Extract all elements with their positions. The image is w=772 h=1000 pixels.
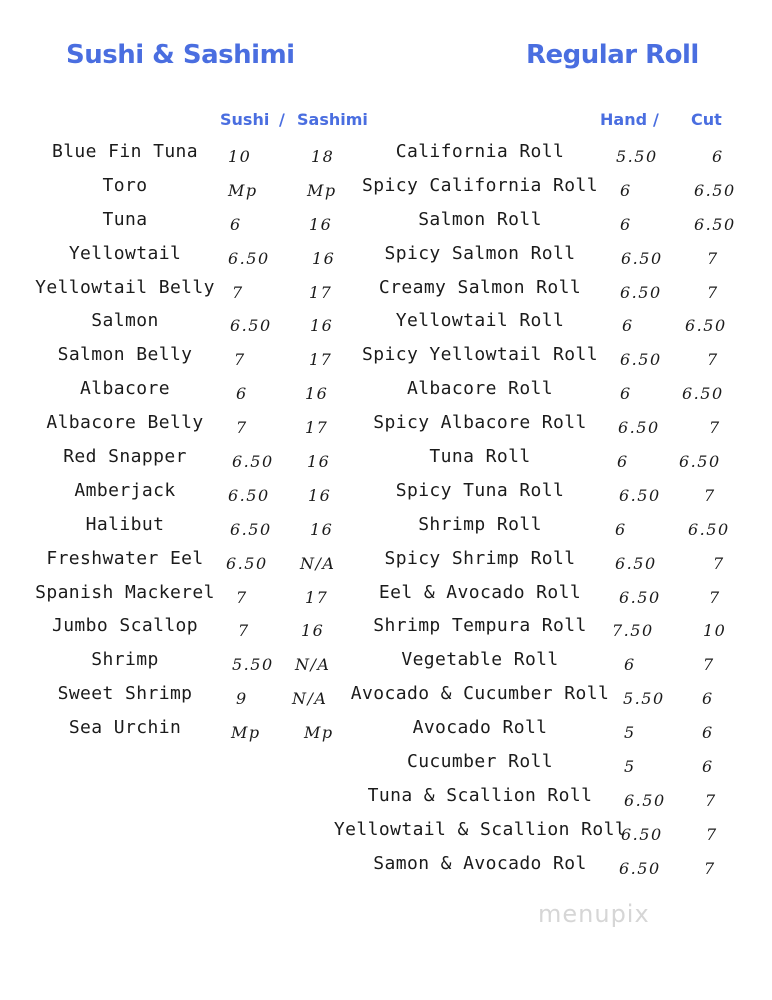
item-name: Samon & Avocado Rol xyxy=(373,852,587,874)
sushi-price: Mp xyxy=(228,180,258,200)
cut-price: 6.50 xyxy=(679,452,721,472)
roll-item-row xyxy=(0,815,772,849)
sushi-price: 7 xyxy=(236,587,248,607)
roll-item-row xyxy=(0,510,772,544)
sashimi-price: 17 xyxy=(305,587,329,607)
hand-price: 6.50 xyxy=(619,858,661,878)
hand-price: 6 xyxy=(615,519,627,539)
sashimi-price: 16 xyxy=(309,214,333,234)
cut-price: 7 xyxy=(713,553,725,573)
sushi-price: 7 xyxy=(232,282,244,302)
hand-price: 5.50 xyxy=(616,147,658,166)
sushi-price: 6.50 xyxy=(228,248,270,268)
sushi-price: 7 xyxy=(238,621,250,641)
item-name: Creamy Salmon Roll xyxy=(378,276,582,298)
sashimi-price: 18 xyxy=(311,147,335,166)
item-name: Shrimp Tempura Roll xyxy=(373,615,587,637)
item-name: Jumbo Scallop xyxy=(51,615,199,637)
sushi-price: 5.50 xyxy=(232,655,274,675)
item-name: Sweet Shrimp xyxy=(57,683,193,705)
item-name: Sea Urchin xyxy=(68,717,182,739)
cut-price: 10 xyxy=(703,621,727,641)
item-name: Halibut xyxy=(85,513,165,535)
cut-price: 6.50 xyxy=(688,519,730,539)
cut-price: 7 xyxy=(709,418,721,438)
item-name: Tuna Roll xyxy=(429,446,531,468)
roll-item-row xyxy=(0,544,772,578)
item-name: California Roll xyxy=(395,141,565,162)
item-name: Spicy Tuna Roll xyxy=(395,479,565,501)
hand-price: 6.50 xyxy=(621,248,663,268)
item-name: Yellowtail xyxy=(68,242,182,264)
cut-column-header: Cut xyxy=(691,110,722,129)
item-name: Freshwater Eel xyxy=(46,547,204,569)
sashimi-price: 16 xyxy=(310,316,334,336)
sushi-price: 6.50 xyxy=(232,452,274,472)
roll-item-row xyxy=(0,205,772,239)
item-name: Avocado Roll xyxy=(412,717,548,739)
sushi-price: 6.50 xyxy=(230,316,272,336)
roll-item-row xyxy=(0,781,772,815)
cut-price: 7 xyxy=(704,858,716,878)
hand-price: 6 xyxy=(620,384,632,404)
sashimi-price: N/A xyxy=(292,689,328,709)
roll-item-row xyxy=(0,611,772,645)
sushi-price: 6.50 xyxy=(228,485,270,505)
item-name: Vegetable Roll xyxy=(401,649,559,671)
cut-price: 7 xyxy=(707,282,719,302)
item-name: Spicy Albacore Roll xyxy=(373,412,587,434)
cut-price: 7 xyxy=(707,350,719,370)
hand-price: 5 xyxy=(624,723,636,743)
item-name: Yellowtail Roll xyxy=(395,310,565,332)
hand-price: 6 xyxy=(620,180,632,200)
sashimi-price: 16 xyxy=(310,519,334,539)
cut-price: 6 xyxy=(702,689,714,709)
sushi-sashimi-title: Sushi & Sashimi xyxy=(66,40,295,70)
hand-column-header: Hand xyxy=(600,110,648,129)
sashimi-price: 16 xyxy=(312,248,336,268)
sashimi-price: Mp xyxy=(304,723,334,743)
item-name: Spicy Yellowtail Roll xyxy=(362,344,598,366)
sushi-header-separator: / xyxy=(279,110,285,129)
roll-item-row xyxy=(0,645,772,679)
item-name: Red Snapper xyxy=(63,446,187,468)
item-name: Albacore Belly xyxy=(46,412,204,434)
item-name: Albacore Roll xyxy=(406,378,554,400)
roll-item-row xyxy=(0,408,772,442)
hand-price: 5.50 xyxy=(623,689,665,709)
roll-item-row xyxy=(0,273,772,307)
cut-price: 6.50 xyxy=(685,316,727,336)
menupix-watermark: menupix xyxy=(538,900,650,928)
cut-price: 7 xyxy=(706,824,718,844)
sashimi-price: 17 xyxy=(309,350,333,370)
roll-item-row xyxy=(0,713,772,747)
roll-item-row xyxy=(0,442,772,476)
item-name: Spicy Salmon Roll xyxy=(384,242,576,264)
sushi-column-header: Sushi xyxy=(220,110,270,129)
item-name: Shrimp xyxy=(91,649,159,671)
hand-price: 6.50 xyxy=(619,485,661,505)
cut-price: 6.50 xyxy=(694,214,736,234)
sushi-price: 6.50 xyxy=(230,519,272,539)
hand-price: 6 xyxy=(624,655,636,675)
item-name: Eel & Avocado Roll xyxy=(378,581,582,603)
roll-item-row xyxy=(0,374,772,408)
hand-price: 6.50 xyxy=(620,282,662,302)
hand-price: 5 xyxy=(624,757,636,777)
item-name: Avocado & Cucumber Roll xyxy=(350,683,610,705)
hand-price: 6 xyxy=(620,214,632,234)
cut-price: 7 xyxy=(705,790,717,810)
sushi-price: 6 xyxy=(236,384,248,404)
hand-price: 7.50 xyxy=(612,621,654,641)
hand-price: 6 xyxy=(622,316,634,336)
roll-item-row xyxy=(0,340,772,374)
item-name: Blue Fin Tuna xyxy=(51,141,199,162)
cut-price: 6.50 xyxy=(682,384,724,404)
hand-price: 6.50 xyxy=(619,587,661,607)
item-name: Salmon Roll xyxy=(418,208,542,230)
hand-price: 6.50 xyxy=(618,418,660,438)
roll-item-row xyxy=(0,239,772,273)
hand-price: 6.50 xyxy=(624,790,666,810)
cut-price: 6 xyxy=(712,147,724,166)
item-name: Amberjack xyxy=(74,479,176,501)
roll-item-row xyxy=(0,306,772,340)
item-name: Salmon Belly xyxy=(57,344,193,366)
sashimi-price: 17 xyxy=(309,282,333,302)
roll-item-row xyxy=(0,679,772,713)
roll-item-row xyxy=(0,849,772,883)
item-name: Cucumber Roll xyxy=(406,751,554,773)
roll-item-row xyxy=(0,171,772,205)
sashimi-price: 16 xyxy=(308,485,332,505)
cut-price: 6 xyxy=(702,757,714,777)
sashimi-price: 16 xyxy=(307,452,331,472)
sashimi-column-header: Sashimi xyxy=(297,110,368,129)
hand-price: 6.50 xyxy=(621,824,663,844)
cut-price: 7 xyxy=(707,248,719,268)
item-name: Yellowtail Belly xyxy=(35,276,215,298)
cut-price: 7 xyxy=(709,587,721,607)
item-name: Tuna & Scallion Roll xyxy=(367,784,593,806)
cut-price: 7 xyxy=(703,655,715,675)
item-name: Spicy Shrimp Roll xyxy=(384,547,576,569)
roll-item-row xyxy=(0,476,772,510)
sushi-price: 6 xyxy=(230,214,242,234)
item-name: Salmon xyxy=(91,310,159,332)
hand-price: 6 xyxy=(617,452,629,472)
sushi-price: 6.50 xyxy=(226,553,268,573)
item-name: Yellowtail & Scallion Roll xyxy=(333,818,627,840)
sushi-price: 7 xyxy=(236,418,248,438)
cut-price: 6 xyxy=(702,723,714,743)
item-name: Spanish Mackerel xyxy=(35,581,215,603)
regular-roll-list xyxy=(0,137,772,883)
roll-item-row xyxy=(0,137,772,171)
roll-header-separator: / xyxy=(653,110,659,129)
sashimi-price: 16 xyxy=(305,384,329,404)
item-name: Shrimp Roll xyxy=(418,513,542,535)
regular-roll-title: Regular Roll xyxy=(526,40,699,70)
roll-item-row xyxy=(0,747,772,781)
item-name: Albacore xyxy=(80,378,170,400)
sashimi-price: N/A xyxy=(295,655,331,675)
sushi-price: 10 xyxy=(228,147,252,166)
item-name: Toro xyxy=(102,174,148,196)
sashimi-price: 16 xyxy=(301,621,325,641)
sushi-price: Mp xyxy=(231,723,261,743)
hand-price: 6.50 xyxy=(620,350,662,370)
item-name: Spicy California Roll xyxy=(362,174,598,196)
hand-price: 6.50 xyxy=(615,553,657,573)
sashimi-price: N/A xyxy=(300,553,336,573)
sushi-price: 7 xyxy=(234,350,246,370)
item-name: Tuna xyxy=(102,208,148,230)
roll-item-row xyxy=(0,578,772,612)
cut-price: 6.50 xyxy=(694,180,736,200)
sashimi-price: Mp xyxy=(307,180,337,200)
cut-price: 7 xyxy=(704,485,716,505)
sushi-price: 9 xyxy=(236,689,248,709)
sashimi-price: 17 xyxy=(305,418,329,438)
